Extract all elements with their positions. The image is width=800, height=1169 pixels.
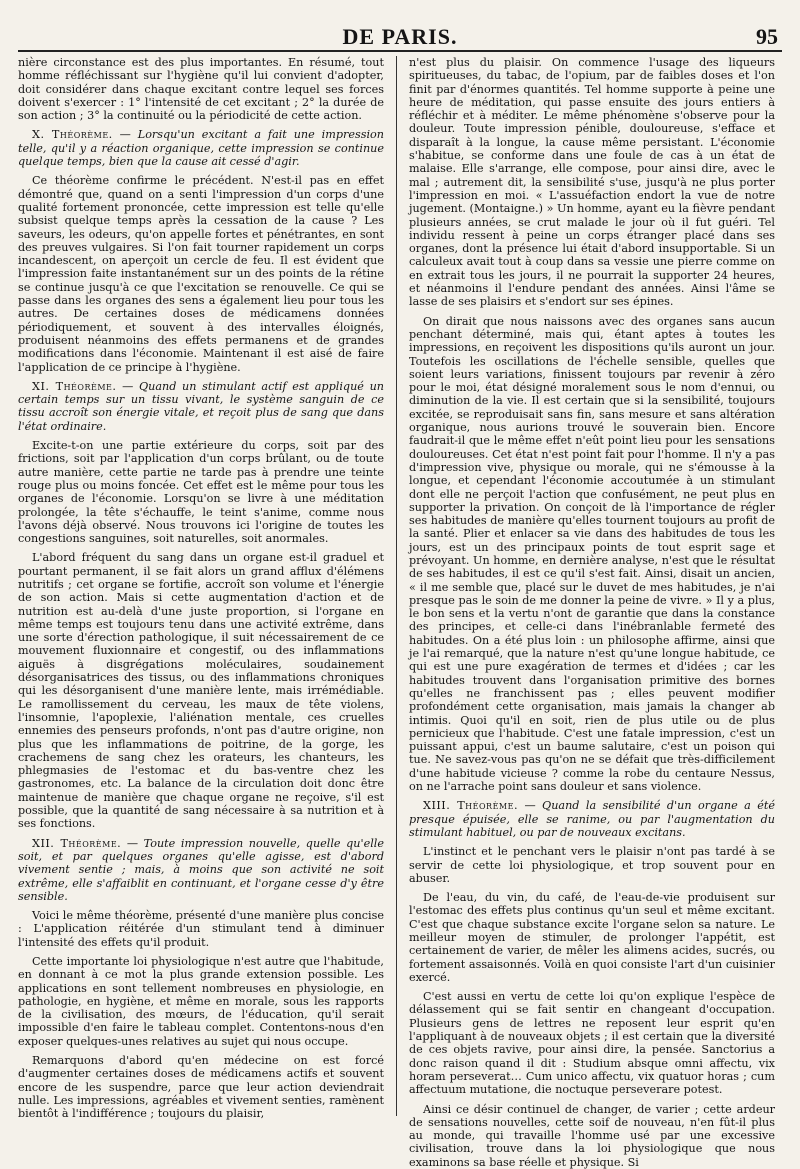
paragraph: n'est plus du plaisir. On commence l'usage des liqueurs spiritueuses, du tabac, de l'opium, par de faibles doses et l'on finit par d'énormes quantités. Tel homme supporte à peine une heure de méditation, qui passe ensuite des jours entiers à réfléchir et à méditer. Le même phénomène s'observe pour la douleur. Toute impression pénible, douloureuse, s'efface et disparaît à la longue, la cause même persistant. L'économie s'habitue, se conforme dans une foule de cas à un état de malaise. Elle s'arrange, elle compose, pour ainsi dire, avec le mal ; autrement dit, la sensibilité s'use, jusqu'à ne plus porter l'impression en moi. « L'assuéfaction endort la vue de notre jugement. (Montaigne.) » Un homme, ayant eu la fièvre pendant plusieurs années, se crut malade le jour où il fut guéri. Tel individu ressent à peine un corps étranger placé dans ses organes, dont la présence lui était d'abord insupportable. Si un calculeux avait tout à coup dans sa vessie une pierre comme on en extrait tous les jours, il ne pourrait la supporter 24 heures, et néanmoins il l'endure pendant des années. Ainsi l'âme se lasse de ses plaisirs et s'endort sur ses épines. bbox=[409, 56, 775, 309]
theorem-statement: — Toute impression nouvelle, quelle qu'elle soit, et par quelques organes qu'elle agisse, est d'abord vivement sentie ; mais, à moins que son activité ne soit extrême, elle s'affaiblit en continuant, et l'organe cesse d'y être sensible. bbox=[18, 836, 384, 903]
theorem-statement: — Lorsqu'un excitant a fait une impression telle, qu'il y a réaction organique, cette impression se continue quelque temps, bien que la cause ait cessé d'agir. bbox=[18, 128, 384, 169]
left-column bbox=[18, 56, 396, 1121]
theorem-xi bbox=[18, 380, 384, 433]
page-number: 95 bbox=[756, 24, 778, 49]
right-column bbox=[397, 56, 775, 1169]
theorem-statement: — Quand un stimulant actif est appliqué un certain temps sur un tissu vivant, le système sanguin de ce tissu accroît son énergie vitale, et reçoit plus de sang que dans l'état ordinaire. bbox=[18, 379, 384, 433]
paragraph: On dirait que nous naissons avec des organes sans aucun penchant déterminé, mais qui, étant aptes à toutes les impressions, en reçoivent les dispositions qu'ils auront un jour. Toutefois les oscillations de l'échelle sensible, quelles que soient leurs variations, finissent toujours par revenir à zéro pour le moi, état désigné moralement sous le nom d'ennui, ou diminution de la vie. Il est certain que si la sensibilité, toujours excitée, se reproduisait sans fin, sans mesure et sans altération organique, nous aurions trouvé le souverain bien. Encore faudrait-il que le même effet n'eût point lieu pour les sensations douloureuses. Cet état n'est point fait pour l'homme. Il n'y a pas d'impression vive, physique ou morale, qui ne s'émousse à la longue, et cependant l'économie accoutumée à un stimulant dont elle ne perçoit l'action que confusément, ne peut plus en supporter la privation. On conçoit de là l'importance de régler ses habitudes de manière qu'elles tournent toujours au profit de la santé. Plier et enlacer sa vie dans des habitudes de tous les jours, est un des principaux points de tout esprit sage et prévoyant. Un homme, en dernière analyse, n'est que le résultat de ses habitudes, il est ce qu'il s'est fait. Ainsi, disait un ancien, « il me semble que, placé sur le duvet de mes habitudes, je n'ai presque pas le soin de me donner la peine de vivre. » Il y a plus, le bon sens et la vertu n'ont de garantie que dans la constance des principes, et celle-ci dans l'inébranlable fermeté des habitudes. On a été plus loin : un philosophe affirme, ainsi que je l'ai remarqué, que la nature n'est qu'une longue habitude, ce qui est une pure exagération de termes et d'idées ; car les habitudes trouvent dans l'organisation primitive des bornes qu'elles ne franchissent pas ; elles peuvent modifier profondément cette organisation, mais jamais la changer ab intimis. Quoi qu'il en soit, rien de plus utile ou de plus pernicieux que l'habitude. C'est une fatale impression, c'est un puissant appui, c'est un baume salutaire, c'est un poison qui tue. Ne savez-vous pas qu'on ne se défait que très-difficilement d'une habitude vicieuse ? comme la robe du centaure Nessus, on ne l'arrache point sans douleur et sans violence. bbox=[409, 314, 775, 794]
theorem-xiii bbox=[409, 799, 775, 839]
theorem-label: XII. Théorème. bbox=[32, 836, 122, 850]
paragraph: Remarquons d'abord qu'en médecine on est forcé d'augmenter certaines doses de médicamens actifs et souvent encore de les suspendre, parce que leur action deviendrait nulle. Les impressions, agréables et vivement senties, ramènent bientôt à l'indifférence ; toujours du plaisir, bbox=[18, 1054, 384, 1121]
paragraph: Voici le même théorème, présenté d'une manière plus concise : L'application réitérée d'un stimulant tend à diminuer l'intensité des effets qu'il produit. bbox=[18, 909, 384, 949]
theorem-label: XIII. Théorème. bbox=[423, 799, 518, 813]
theorem-label: X. Théorème. bbox=[32, 128, 113, 142]
paragraph: De l'eau, du vin, du café, de l'eau-de-vie produisent sur l'estomac des effets plus continus qu'un seul et même excitant. C'est que chaque substance excite l'organe selon sa nature. Le meilleur moyen de stimuler, de prolonger l'appétit, est certainement de varier, de mêler les alimens acides, sucrés, ou fortement assaisonnés. Voilà en quoi consiste l'art d'un cuisinier exercé. bbox=[409, 891, 775, 984]
paragraph: L'abord fréquent du sang dans un organe est-il graduel et pourtant permanent, il se fait alors un grand afflux d'élémens nutritifs ; cet organe se fortifie, accroît son volume et l'énergie de son action. Mais si cette augmentation d'action et de nutrition est au-delà d'une juste proportion, si l'organe en même temps est toujours tenu dans une activité extrême, dans une sorte d'érection pathologique, il suit nécessairement de ce mouvement fluxionnaire et congestif, ou des inflammations aiguës à disgrégations moléculaires, soudainement désorganisatrices des tissus, ou des inflammations chroniques qui les désorganisent d'une manière lente, mais irrémédiable. Le ramollissement du cerveau, les maux de tête violens, l'insomnie, l'apoplexie, l'aliénation mentale, ces cruelles ennemies des penseurs profonds, n'ont pas d'autre origine, non plus que les inflammations de poitrine, de la gorge, les crachemens de sang chez les orateurs, les chanteurs, les phlegmasies de l'estomac et du bas-ventre chez les gastronomes, etc. La balance de la circulation doit donc être maintenue de manière que chaque organe ne reçoive, s'il est possible, que la quantité de sang nécessaire à sa nutrition et à ses fonctions. bbox=[18, 551, 384, 831]
paragraph: Ainsi ce désir continuel de changer, de varier ; cette ardeur de sensations nouvelles, cette soif de nouveau, n'en fût-il plus au monde, qui travaille l'homme usé par une excessive civilisation, trouve dans la loi physiologique que nous examinons sa base réelle et physique. Si bbox=[409, 1102, 775, 1169]
paragraph: Cette importante loi physiologique n'est autre que l'habitude, en donnant à ce mot la plus grande extension possible. Les applications en sont tellement nombreuses en physiologie, en pathologie, en hygiène, et même en morale, sous les rapports de la civilisation, des mœurs, de l'éducation, qu'il serait impossible d'en faire le tableau complet. Contentons-nous d'en exposer quelques-unes relatives au sujet qui nous occupe. bbox=[18, 955, 384, 1048]
theorem-label: XI. Théorème. bbox=[32, 379, 117, 393]
theorem-statement: — Quand la sensibilité d'un organe a été presque épuisée, elle se ranime, ou par l'augmentation du stimulant habituel, ou par de nouveaux excitans. bbox=[409, 799, 775, 839]
paragraph: nière circonstance est des plus importantes. En résumé, tout homme réfléchissant sur l'hygiène qu'il lui convient d'adopter, doit considérer dans chaque excitant contre lequel ses forces doivent s'exercer : 1° l'intensité de cet excitant ; 2° la durée de son action ; 3° la continuité ou la périodicité de cette action. bbox=[18, 56, 384, 123]
paragraph: Ce théorème confirme le précédent. N'est-il pas en effet démontré que, quand on a senti l'impression d'un corps d'une qualité fortement prononcée, cette impression est telle qu'elle subsist quelque temps après la cessation de la cause ? Les saveurs, les odeurs, qu'on appelle fortes et pénétrantes, en sont des preuves vulgaires. Si l'on fait tourner rapidement un corps incandescent, on aperçoit un cercle de feu. Il est évident que l'impression faite instantanément sur un des points de la rétine se continue jusqu'à ce que l'excitation se renouvelle. Ce qui se passe dans les organes des sens a également lieu pour tous les autres. De certaines doses de médicamens données périodiquement, et souvent à des intervalles éloignés, produisent néanmoins des effets permanens et de grandes modifications dans l'économie. Maintenant il est aisé de faire l'application de ce principe à l'hygiène. bbox=[18, 174, 384, 374]
two-column-body bbox=[18, 56, 782, 1169]
running-title: DE PARIS. bbox=[342, 24, 458, 49]
paragraph: L'instinct et le penchant vers le plaisir n'ont pas tardé à se servir de cette loi physiologique, et trop souvent pour en abuser. bbox=[409, 845, 775, 885]
theorem-x bbox=[18, 128, 384, 168]
paragraph: Excite-t-on une partie extérieure du corps, soit par des frictions, soit par l'application d'un corps brûlant, ou de toute autre manière, cette partie ne tarde pas à prendre une teinte rouge plus ou moins foncée. Cet effet est le même pour tous les organes de l'économie. Lorsqu'on se livre à une méditation prolongée, la tête s'échauffe, le teint s'anime, comme nous l'avons déjà observé. Nous trouvons ici l'origine de toutes les congestions sanguines, soit naturelles, soit anormales. bbox=[18, 439, 384, 546]
paragraph: C'est aussi en vertu de cette loi qu'on explique l'espèce de délassement qui se fait sentir en changeant d'occupation. Plusieurs gens de lettres ne reposent leur esprit qu'en l'appliquant à de nouveaux objets ; il est certain que la diversité de ces objets ravive, pour ainsi dire, la pensée. Sanctorius a donc raison quand il dit : Studium absque omni affectu, vix horam perseverat… Cum unico affectu, vix quatuor horas ; cum affectuum mutatione, die noctuque perseverare potest. bbox=[409, 990, 775, 1097]
page-header bbox=[18, 14, 782, 52]
theorem-xii bbox=[18, 837, 384, 903]
